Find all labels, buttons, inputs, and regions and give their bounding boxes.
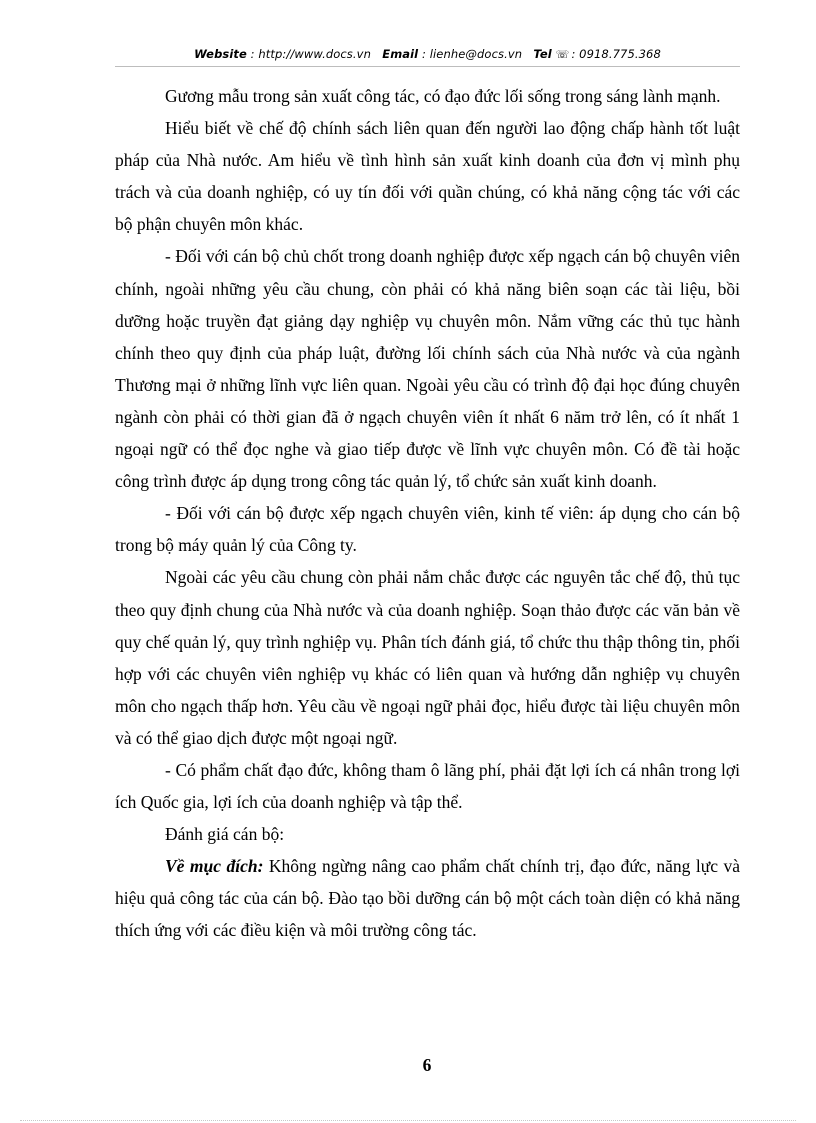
footer-divider: [20, 1120, 796, 1121]
email-label: Email: [382, 47, 419, 61]
website-link[interactable]: : http://www.docs.vn: [250, 47, 371, 61]
purpose-label: Về mục đích:: [165, 856, 264, 877]
purpose-paragraph: [115, 850, 740, 946]
purpose-text: Không ngừng nâng cao phẩm chất chính trị, đạo đức, năng lực và hiệu quả công tác của cán bộ. Đào tạo bồi dưỡng cán bộ một cách toàn diện có khả năng thích ứng với các điều kiện và môi trường công tác.: [115, 856, 740, 941]
paragraph: - Có phẩm chất đạo đức, không tham ô lãng phí, phải đặt lợi ích cá nhân trong lợi ích Quốc gia, lợi ích của doanh nghiệp và tập thể.: [115, 759, 740, 813]
tel-label: Tel: [533, 47, 552, 61]
paragraph: Ngoài các yêu cầu chung còn phải nắm chắc được các nguyên tắc chế độ, thủ tục theo quy định chung của Nhà nước và của doanh nghiệp. Soạn thảo được các văn bản về quy chế quản lý, quy trình nghiệp vụ. Phân tích đánh giá, tổ chức thu thập thông tin, phối hợp với các chuyên viên nghiệp vụ khác có liên quan và hướng dẫn nghiệp vụ chuyên môn cho ngạch thấp hơn. Yêu cầu về ngoại ngữ phải đọc, hiểu được tài liệu chuyên môn và có thể giao dịch được một ngoại ngữ.: [115, 567, 740, 748]
paragraph: Đánh giá cán bộ:: [165, 824, 285, 845]
tel-value: : 0918.775.368: [571, 47, 661, 61]
header-divider: [115, 66, 740, 67]
paragraph: - Đối với cán bộ chủ chốt trong doanh nghiệp được xếp ngạch cán bộ chuyên viên chính, ngoài những yêu cầu chung, còn phải có khả năng biên soạn các tài liệu, bồi dưỡng hoặc truyền đạt giảng dạy nghiệp vụ chuyên môn. Nắm vững các thủ tục hành chính theo quy định của pháp luật, đường lối chính sách của Nhà nước và của ngành Thương mại ở những lĩnh vực liên quan. Ngoài yêu cầu có trình độ đại học đúng chuyên ngành còn phải có thời gian đã ở ngạch chuyên viên ít nhất 6 năm trở lên, có ít nhất 1 ngoại ngữ có thể đọc nghe và giao tiếp được về lĩnh vực chuyên môn. Có đề tài hoặc công trình được áp dụng trong công tác quản lý, tổ chức sản xuất kinh doanh.: [115, 246, 740, 492]
page-header: [115, 47, 740, 61]
paragraph: Hiểu biết về chế độ chính sách liên quan đến người lao động chấp hành tốt luật pháp của Nhà nước. Am hiểu về tình hình sản xuất kinh doanh của đơn vị mình phụ trách và của doanh nghiệp, có uy tín đối với quần chúng, có khả năng cộng tác với các bộ phận chuyên môn khác.: [115, 118, 740, 235]
page-number: 6: [422, 1055, 432, 1075]
document-body: [115, 80, 740, 947]
website-label: Website: [194, 47, 247, 61]
phone-icon: ☏: [555, 48, 570, 61]
email-link[interactable]: : lienhe@docs.vn: [421, 47, 523, 61]
paragraph: - Đối với cán bộ được xếp ngạch chuyên viên, kinh tế viên: áp dụng cho cán bộ trong bộ máy quản lý của Công ty.: [115, 503, 740, 556]
paragraph: Gương mẫu trong sản xuất công tác, có đạo đức lối sống trong sáng lành mạnh.: [165, 86, 721, 106]
